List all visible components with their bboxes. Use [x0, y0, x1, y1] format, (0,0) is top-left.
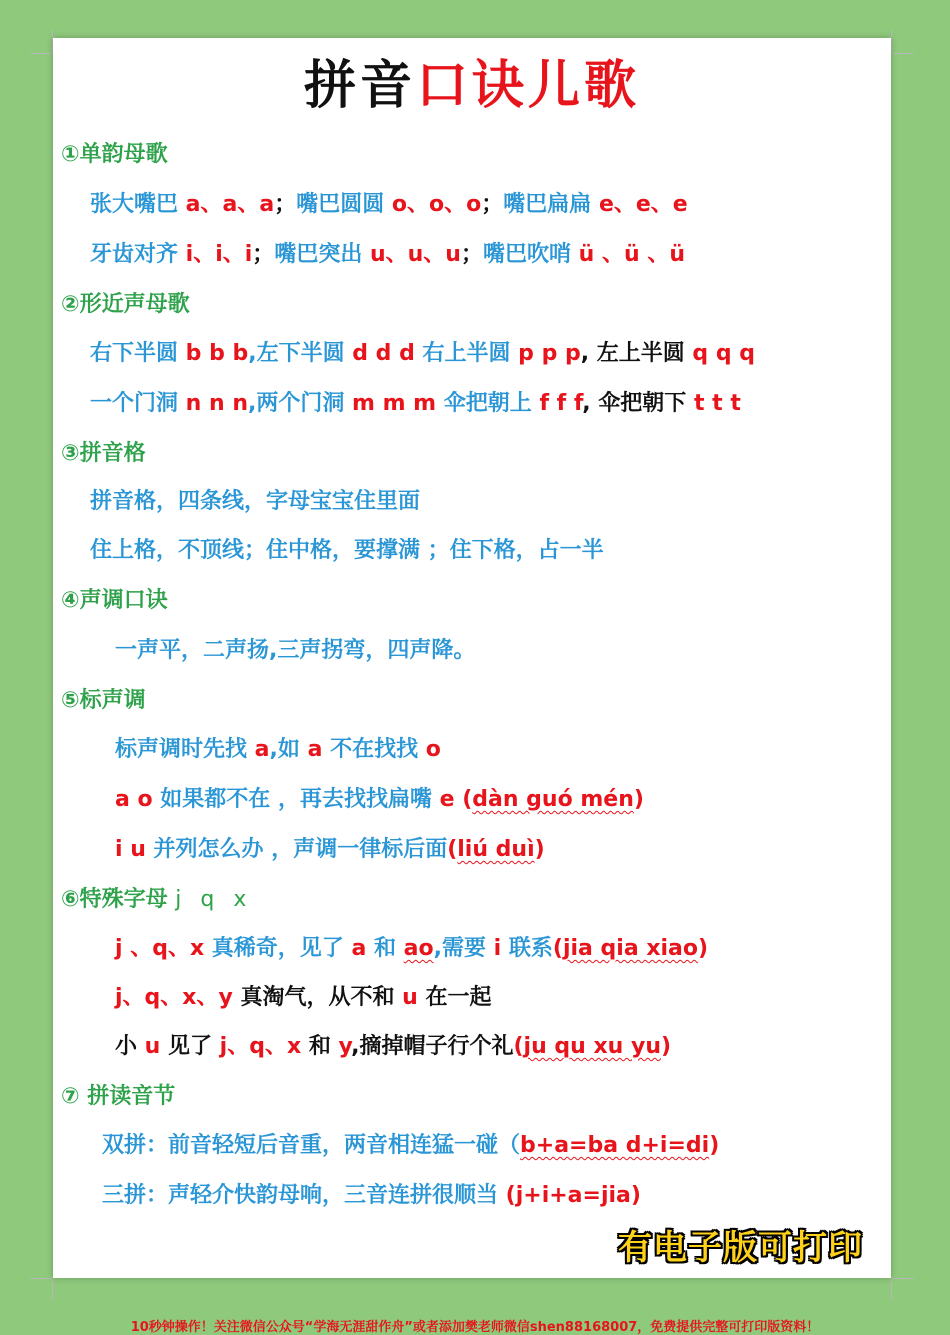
letter-text: o、o、o	[391, 192, 482, 217]
line-text: 双拼：前音轻短后音重，两音相连猛一碰（	[102, 1133, 521, 1158]
letter-text: u	[402, 985, 418, 1010]
section-heading	[61, 885, 252, 915]
letter-text: e (	[439, 787, 473, 812]
letter-text: j、q、x、y	[115, 985, 233, 1010]
printable-stamp: 有电子版可打印	[618, 1228, 863, 1268]
rhyme-line	[90, 240, 685, 270]
letter-text: (	[513, 1034, 524, 1059]
rhyme-line: 一声平，二声扬,三声拐弯，四声降。	[115, 638, 476, 663]
letter-text: ao	[403, 936, 434, 961]
letter-text: q q q	[692, 341, 755, 366]
example-pinyin: ju qu xu yu	[523, 1034, 661, 1059]
section-heading: ①单韵母歌	[61, 142, 168, 167]
footer-note: 10秒钟操作！关注微信公众号“学海无涯甜作舟”或者添加樊老师微信shen88168007，免费提供完整可打印版资料！	[130, 1320, 820, 1335]
line-text: 联系	[501, 936, 553, 961]
letter-text: ü 、ü 、ü	[578, 242, 685, 267]
line-text: 张大嘴巴	[90, 192, 186, 217]
line-text: 嘴巴圆圆	[296, 192, 392, 217]
letter-text: i u	[115, 837, 146, 862]
rhyme-line	[90, 190, 688, 220]
letter-text: i	[493, 936, 502, 961]
letter-text: j、q、x	[219, 1034, 302, 1059]
rhyme-line	[115, 835, 545, 865]
letter-text: )	[661, 1034, 672, 1059]
crop-mark	[30, 53, 52, 54]
section-heading: ⑤标声调	[61, 688, 146, 713]
line-text: 标声调时先找	[115, 737, 255, 762]
letter-text: (	[447, 837, 458, 862]
section-heading: ②形近声母歌	[61, 292, 190, 317]
line-text: ,两个门洞	[247, 391, 353, 416]
line-text: 见了	[160, 1034, 220, 1059]
example-pinyin: b+a=ba d+i=di	[520, 1133, 710, 1158]
line-text: 一个门洞	[90, 391, 186, 416]
letter-text: a o	[115, 787, 153, 812]
letter-text: )	[534, 837, 545, 862]
letter-text: u、u、u	[369, 242, 461, 267]
line-text: 右上半圆	[414, 341, 519, 366]
line-text: ,摘掉帽子行个礼	[351, 1034, 514, 1059]
page-title	[53, 54, 891, 118]
line-text: , 伞把朝下	[582, 391, 694, 416]
letter-text: m m m	[352, 391, 437, 416]
line-text: 和	[366, 936, 404, 961]
document-page	[53, 38, 891, 1278]
separator: ；	[481, 192, 504, 217]
line-text: 牙齿对齐	[90, 242, 186, 267]
line-text: 并列怎么办 ，声调一律标后面	[145, 837, 448, 862]
letter-text: )	[709, 1133, 720, 1158]
letter-text: f f f	[539, 391, 583, 416]
rhyme-line	[115, 983, 492, 1013]
line-text: ,需要	[433, 936, 494, 961]
letter-text: t t t	[693, 391, 741, 416]
rhyme-line	[115, 934, 708, 964]
line-text: ,如	[269, 737, 308, 762]
separator: ；	[274, 192, 297, 217]
letter-text: a、a、a	[185, 192, 275, 217]
rhyme-line	[102, 1181, 641, 1211]
crop-mark	[892, 1278, 914, 1279]
letter-text: )	[633, 787, 644, 812]
section-heading: ③拼音格	[61, 441, 146, 466]
rhyme-line: 住上格，不顶线；住中格，要撑满 ；住下格，占一半	[90, 538, 604, 563]
rhyme-line	[90, 339, 755, 369]
heading-letters: j q x	[175, 887, 253, 912]
title-red: 口诀儿歌	[416, 56, 641, 116]
letter-text: )	[698, 936, 709, 961]
title-black: 拼音	[303, 56, 416, 116]
section-heading: ④声调口诀	[61, 588, 168, 613]
letter-text: p p p	[518, 341, 581, 366]
separator: ；	[460, 242, 483, 267]
crop-mark	[891, 30, 892, 52]
line-text: 嘴巴吹哨	[483, 242, 579, 267]
line-text: 不在找找	[322, 737, 426, 762]
example-pinyin: jia qia xiao	[562, 936, 699, 961]
letter-text: a	[254, 737, 270, 762]
line-text: 如果都不在 ，再去找找扁嘴	[152, 787, 440, 812]
crop-mark	[52, 1279, 53, 1301]
rhyme-line	[90, 389, 741, 419]
example-pinyin: (j+i+a=jia)	[505, 1183, 641, 1208]
line-text: 在一起	[417, 985, 492, 1010]
example-pinyin: dàn guó mén	[472, 787, 634, 812]
heading-text: ⑥特殊字母	[61, 887, 176, 912]
letter-text: (	[552, 936, 563, 961]
line-text: 小	[115, 1034, 145, 1059]
letter-text: u	[144, 1034, 161, 1059]
section-heading: ⑦ 拼读音节	[61, 1084, 176, 1109]
example-pinyin: liú duì	[457, 837, 535, 862]
rhyme-line	[102, 1131, 719, 1161]
letter-text: d d d	[352, 341, 415, 366]
letter-text: a	[307, 737, 323, 762]
rhyme-line	[115, 1032, 671, 1062]
line-text: 右下半圆	[90, 341, 186, 366]
letter-text: b b b	[185, 341, 249, 366]
rhyme-line	[115, 785, 644, 815]
letter-text: i、i、i	[185, 242, 253, 267]
line-text: ,左下半圆	[248, 341, 353, 366]
line-text: 嘴巴扁扁	[503, 192, 599, 217]
line-text: 和	[301, 1034, 339, 1059]
letter-text: j 、q、x	[115, 936, 205, 961]
line-text: 伞把朝上	[436, 391, 540, 416]
separator: ；	[252, 242, 275, 267]
letter-text: n n n	[185, 391, 248, 416]
crop-mark	[892, 53, 914, 54]
letter-text: o	[425, 737, 441, 762]
line-text: , 左上半圆	[580, 341, 693, 366]
letter-text: a	[351, 936, 367, 961]
line-text: 三拼：声轻介快韵母响，三音连拼很顺当	[102, 1183, 506, 1208]
rhyme-line: 拼音格，四条线，字母宝宝住里面	[90, 489, 421, 514]
line-text: 嘴巴突出	[274, 242, 370, 267]
letter-text: y	[338, 1034, 352, 1059]
letter-text: e、e、e	[598, 192, 688, 217]
rhyme-line	[115, 735, 441, 765]
line-text: 真稀奇，见了	[204, 936, 352, 961]
crop-mark	[891, 1279, 892, 1301]
line-text: 真淘气，从不和	[232, 985, 403, 1010]
crop-mark	[30, 1278, 52, 1279]
